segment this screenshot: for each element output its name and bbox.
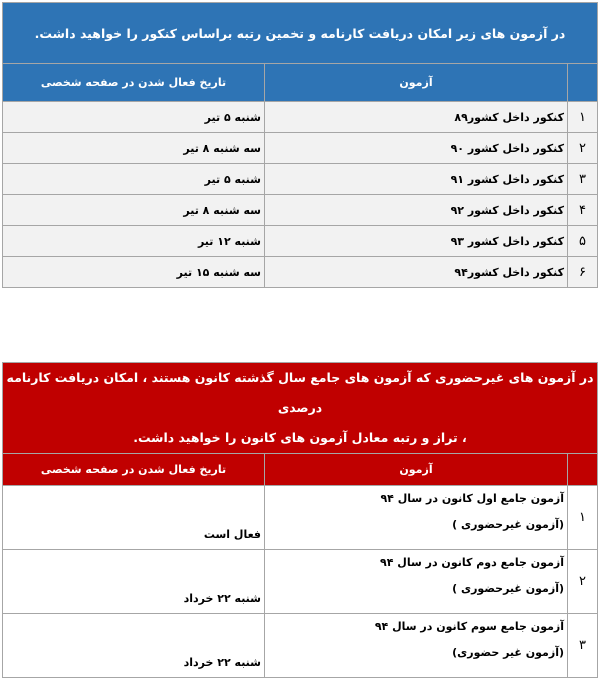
exam-name: کنکور داخل کشور ۹۰ <box>265 133 568 164</box>
table-row <box>3 257 598 288</box>
title-line-2: ، تراز و رتبه معادل آزمون های کانون را خواهید داشت. <box>133 430 467 445</box>
kanoon-exams-table <box>2 362 598 678</box>
activation-date: سه شنبه ۸ تیر <box>3 195 265 226</box>
activation-date: شنبه ۲۲ خرداد <box>3 614 265 678</box>
title-line-1: در آزمون های غیرحضوری که آزمون های جامع سال گذشته کانون هستند ، امکان دریافت کارنامه درصدی <box>6 370 594 415</box>
exam-type: (آزمون غیر حضوری) <box>452 646 564 659</box>
header-exam: آزمون <box>265 454 568 486</box>
exam-type: (آزمون غیرحضوری ) <box>452 582 564 595</box>
table-row <box>3 133 598 164</box>
exam-name <box>265 550 568 614</box>
exam-name: کنکور داخل کشور ۹۲ <box>265 195 568 226</box>
exam-name: کنکور داخل کشور ۹۱ <box>265 164 568 195</box>
konkur-exams-table <box>2 2 598 288</box>
header-number <box>568 64 598 102</box>
row-number: ۲ <box>568 550 598 614</box>
row-number: ۱ <box>568 102 598 133</box>
activation-date: فعال است <box>3 486 265 550</box>
activation-date: شنبه ۵ تیر <box>3 164 265 195</box>
exam-title: آزمون جامع دوم کانون در سال ۹۴ <box>380 556 564 569</box>
exam-name: کنکور داخل کشور ۹۳ <box>265 226 568 257</box>
activation-date: سه شنبه ۱۵ تیر <box>3 257 265 288</box>
exam-type: (آزمون غیرحضوری ) <box>452 518 564 531</box>
exam-title: آزمون جامع سوم کانون در سال ۹۴ <box>374 620 564 633</box>
header-date: تاریخ فعال شدن در صفحه شخصی <box>3 64 265 102</box>
table-title <box>3 363 598 454</box>
activation-date: شنبه ۵ تیر <box>3 102 265 133</box>
row-number: ۵ <box>568 226 598 257</box>
row-number: ۲ <box>568 133 598 164</box>
table-row <box>3 614 598 678</box>
exam-name: کنکور داخل کشور۸۹ <box>265 102 568 133</box>
exam-name <box>265 486 568 550</box>
exam-name <box>265 614 568 678</box>
activation-date: شنبه ۱۲ تیر <box>3 226 265 257</box>
row-number: ۴ <box>568 195 598 226</box>
row-number: ۳ <box>568 614 598 678</box>
table-title: در آزمون های زیر امکان دریافت کارنامه و تخمین رتبه براساس کنکور را خواهید داشت. <box>3 3 598 64</box>
table-row <box>3 550 598 614</box>
table-row <box>3 486 598 550</box>
table-row <box>3 195 598 226</box>
row-number: ۶ <box>568 257 598 288</box>
header-date: تاریخ فعال شدن در صفحه شخصی <box>3 454 265 486</box>
exam-title: آزمون جامع اول کانون در سال ۹۴ <box>380 492 564 505</box>
table-row <box>3 164 598 195</box>
header-exam: آزمون <box>265 64 568 102</box>
activation-date: شنبه ۲۲ خرداد <box>3 550 265 614</box>
exam-name: کنکور داخل کشور۹۴ <box>265 257 568 288</box>
header-number <box>568 454 598 486</box>
table-row <box>3 226 598 257</box>
row-number: ۱ <box>568 486 598 550</box>
table-row <box>3 102 598 133</box>
row-number: ۳ <box>568 164 598 195</box>
activation-date: سه شنبه ۸ تیر <box>3 133 265 164</box>
